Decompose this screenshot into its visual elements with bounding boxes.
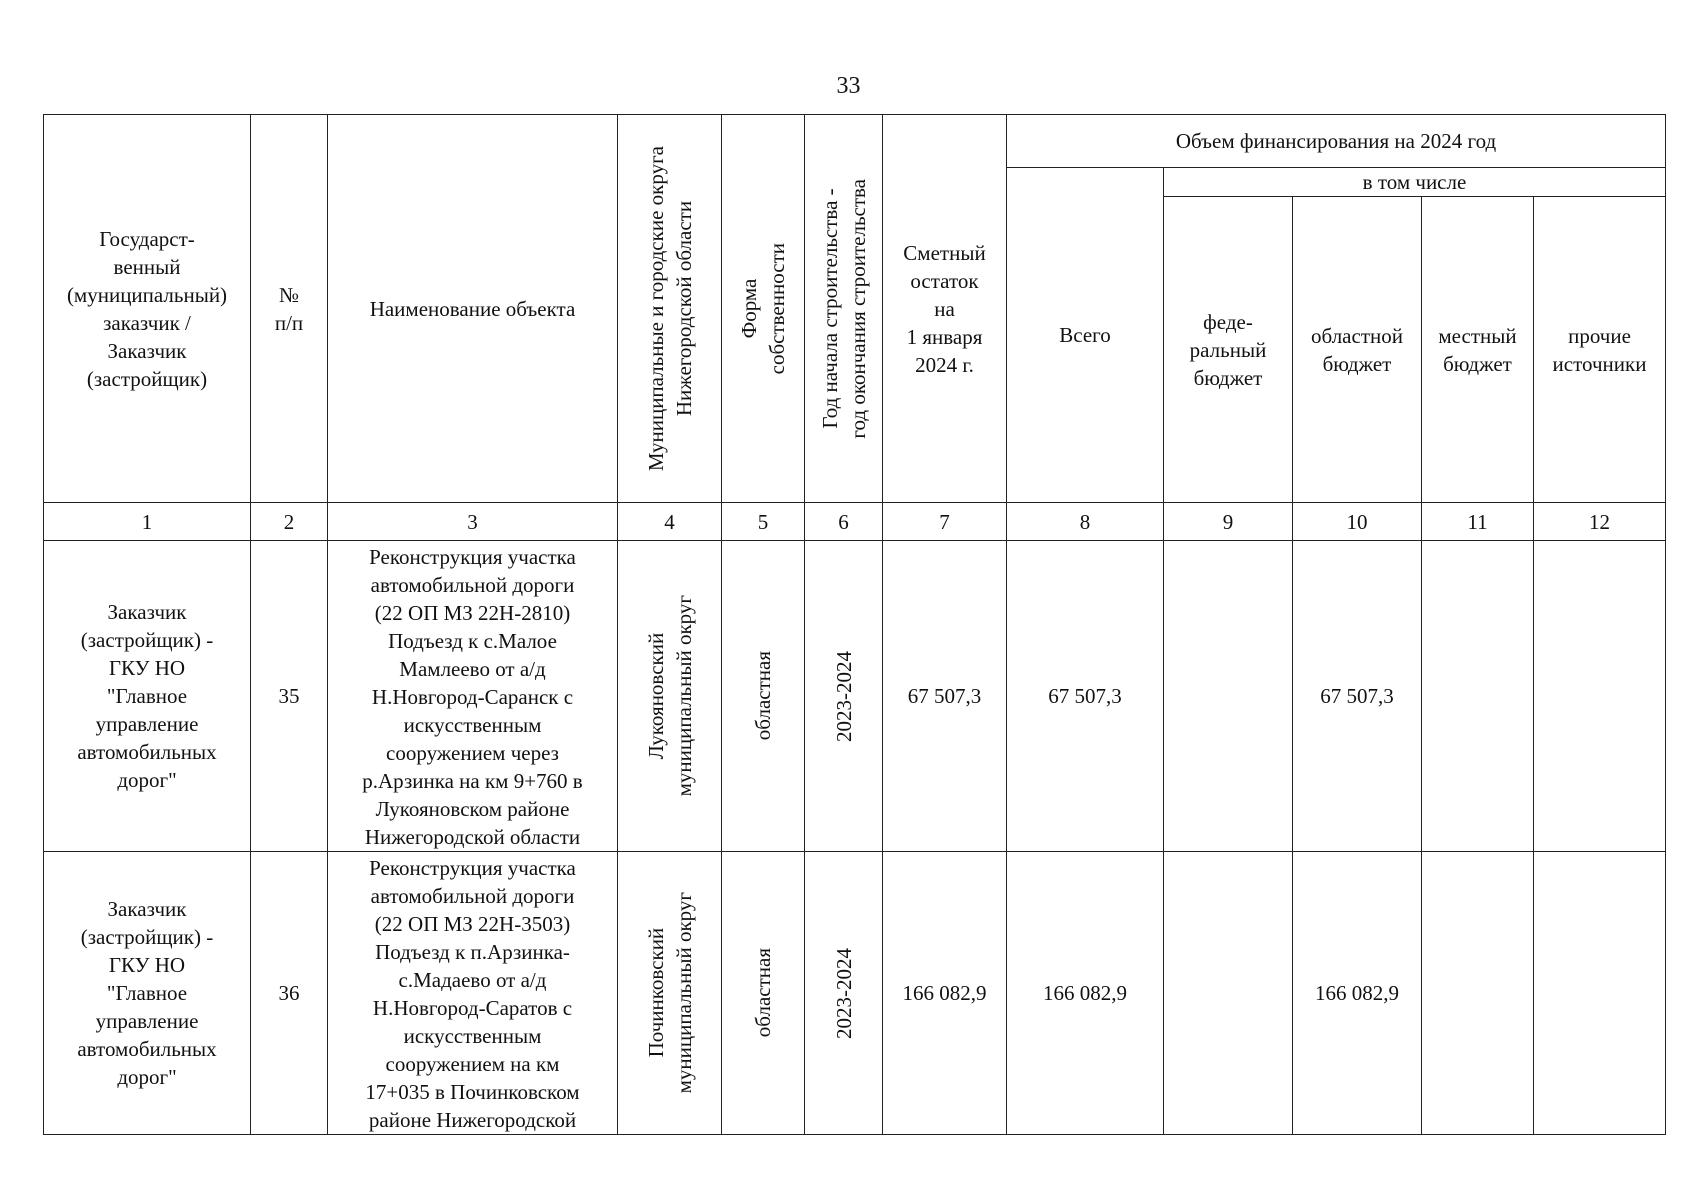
object-name-cell: Реконструкция участка автомобильной дороги (22 ОП МЗ 22Н-2810) Подъезд к с.Малое Мамлеево от а/д Н.Новгород-Саранск с искусственным сооружением через р.Арзинка на км 9+760 в Лукояновском районе Нижегородской области bbox=[328, 541, 618, 852]
district-cell: Лукояновский муниципальный округ bbox=[618, 541, 722, 852]
header-years: Год начала строительства - год окончания строительства bbox=[805, 115, 883, 503]
local-cell bbox=[1422, 852, 1534, 1135]
column-number-row bbox=[44, 503, 1666, 541]
financing-table bbox=[43, 114, 1666, 1135]
customer-cell: Заказчик (застройщик) - ГКУ НО "Главное управление автомобильных дорог" bbox=[44, 852, 251, 1135]
regional-cell: 67 507,3 bbox=[1293, 541, 1422, 852]
header-regional: областной бюджет bbox=[1293, 197, 1422, 503]
header-districts: Муниципальные и городские округа Нижегородской области bbox=[618, 115, 722, 503]
district-cell: Починковский муниципальный округ bbox=[618, 852, 722, 1135]
column-number: 10 bbox=[1293, 503, 1422, 541]
column-number: 11 bbox=[1422, 503, 1534, 541]
header-estimate-remainder: Сметный остаток на 1 января 2024 г. bbox=[883, 115, 1007, 503]
column-number: 7 bbox=[883, 503, 1007, 541]
estimate-remainder-cell: 67 507,3 bbox=[883, 541, 1007, 852]
header-ownership: Форма собственности bbox=[722, 115, 805, 503]
total-cell: 67 507,3 bbox=[1007, 541, 1164, 852]
column-number: 2 bbox=[251, 503, 328, 541]
header-including: в том числе bbox=[1164, 168, 1666, 197]
column-number: 8 bbox=[1007, 503, 1164, 541]
header-other: прочие источники bbox=[1534, 197, 1666, 503]
other-cell bbox=[1534, 852, 1666, 1135]
header-local: местный бюджет bbox=[1422, 197, 1534, 503]
years-cell: 2023-2024 bbox=[805, 541, 883, 852]
federal-cell bbox=[1164, 852, 1293, 1135]
column-number: 9 bbox=[1164, 503, 1293, 541]
object-name-cell: Реконструкция участка автомобильной дороги (22 ОП МЗ 22Н-3503) Подъезд к п.Арзинка- с.Мадаево от а/д Н.Новгород-Саратов с искусственным сооружением на км 17+035 в Починковском районе Нижегородской bbox=[328, 852, 618, 1135]
column-number: 5 bbox=[722, 503, 805, 541]
other-cell bbox=[1534, 541, 1666, 852]
column-number: 3 bbox=[328, 503, 618, 541]
column-number: 4 bbox=[618, 503, 722, 541]
total-cell: 166 082,9 bbox=[1007, 852, 1164, 1135]
regional-cell: 166 082,9 bbox=[1293, 852, 1422, 1135]
local-cell bbox=[1422, 541, 1534, 852]
years-cell: 2023-2024 bbox=[805, 852, 883, 1135]
header-total: Всего bbox=[1007, 168, 1164, 503]
ownership-cell: областная bbox=[722, 541, 805, 852]
header-object-name: Наименование объекта bbox=[328, 115, 618, 503]
row-number-cell: 35 bbox=[251, 541, 328, 852]
page-number: 33 bbox=[836, 73, 861, 99]
federal-cell bbox=[1164, 541, 1293, 852]
row-number-cell: 36 bbox=[251, 852, 328, 1135]
header-funding-volume: Объем финансирования на 2024 год bbox=[1007, 115, 1666, 168]
header-federal: феде- ральный бюджет bbox=[1164, 197, 1293, 503]
customer-cell: Заказчик (застройщик) - ГКУ НО "Главное управление автомобильных дорог" bbox=[44, 541, 251, 852]
column-number: 1 bbox=[44, 503, 251, 541]
header-customer: Государст- венный (муниципальный) заказчик / Заказчик (застройщик) bbox=[44, 115, 251, 503]
table-row bbox=[44, 541, 1666, 852]
table-row bbox=[44, 852, 1666, 1135]
ownership-cell: областная bbox=[722, 852, 805, 1135]
column-number: 12 bbox=[1534, 503, 1666, 541]
column-number: 6 bbox=[805, 503, 883, 541]
estimate-remainder-cell: 166 082,9 bbox=[883, 852, 1007, 1135]
header-num: № п/п bbox=[251, 115, 328, 503]
